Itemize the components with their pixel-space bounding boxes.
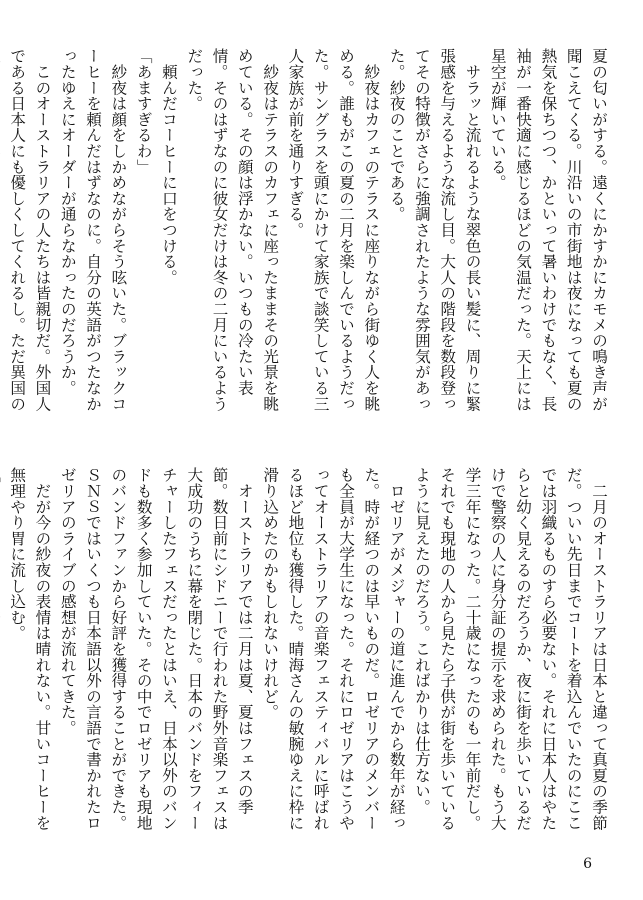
paragraph: 紗夜はテラスのカフェに座ったままその光景を眺めている。その顔は浮かない。いつもの冷たい表情。そのはずなのに彼女だけは冬の二月にいるようだった。 <box>185 48 280 412</box>
paragraph: だが今の紗夜の表情は晴れない。甘いコーヒーを無理やり胃に流し込む。 <box>8 467 52 831</box>
page-number: 6 <box>583 856 592 872</box>
paragraph: 紗夜はカフェのテラスに座りながら街ゆく人を眺める。誰もがこの夏の二月を楽しんでいるようだった。サングラスを頭にかけて家族で談笑している三人家族が前を通りすぎる。 <box>286 48 381 412</box>
dialogue-line <box>0 467 4 840</box>
paragraph: 紗夜は顔をしかめながらそう呟いた。ブラックコーヒーを頼んだはずなのに。自分の英語がつたなかったゆえにオーダーが通らなかったのだろうか。 <box>58 48 128 412</box>
top-text-block <box>8 48 611 420</box>
paragraph: ロゼリアがメジャーの道に進んでから数年が経った。時が経つのは早いものだ。ロゼリアのメンバーも全員が大学生になった。それにロゼリアはこうやってオーストラリアの音楽フェスティバルに呼ばれるほど地位も獲得した。晴海さんの敏腕ゆえに枠に滑り込めたのかもしれないけれど。 <box>261 467 406 831</box>
paragraph: サラッと流れるような翠色の長い髪に、周りに緊張感を与えるような流し目。大人の階段を数段登ってその特徴がさらに強調されたような雰囲気があった。紗夜のことである。 <box>387 48 482 412</box>
paragraph: オーストラリアでは二月は夏、夏はフェスの季節。数日前にシドニーで行われた野外音楽フェスは大成功のうちに幕を閉じた。日本のバンドをフィーチャーしたフェスだったとはいえ、日本以外のバンドも数多く参加していた。その中でロゼリアも現地のバンドファンから好評を獲得することができた。ＳＮＳではいくつも日本語以外の言語で書かれたロゼリアのライブの感想が流れてきた。 <box>58 467 254 831</box>
dialogue-line: 「あますぎるわ」 <box>134 48 153 175</box>
paragraph: 夏の匂いがする。遠くにかすかにカモメの鳴き声が聞こえてくる。川沿いの市街地は夜になっても夏の熱気を保ちつつ、かといって暑いわけでもなく、長袖が一番快適に感じるほどの気温だった。天上には星空が輝いている。 <box>488 48 608 412</box>
paragraph: このオーストラリアの人たちは皆親切だ。外国人である日本人にも優しくしてくれるし。ただ異国の <box>8 48 52 412</box>
paragraph: 二月のオーストラリアは日本と違って真夏の季節だ。ついい先日までコートを着込んでいたのにここでは羽織るものすら必要ない。それに日本人はやたらと幼く見えるのだろうか、夜に街を歩いているだけで警察の人に身分証の提示を求められた。もう大学三年になった。二十歳になったのも一年前だし。それでも現地の人から見たら子供が街を歩いているように見えたのだろう。こればかりは仕方ない。 <box>412 467 608 831</box>
paragraph: 頼んだコーヒーに口をつける。 <box>159 48 178 285</box>
bottom-text-block <box>8 467 611 840</box>
